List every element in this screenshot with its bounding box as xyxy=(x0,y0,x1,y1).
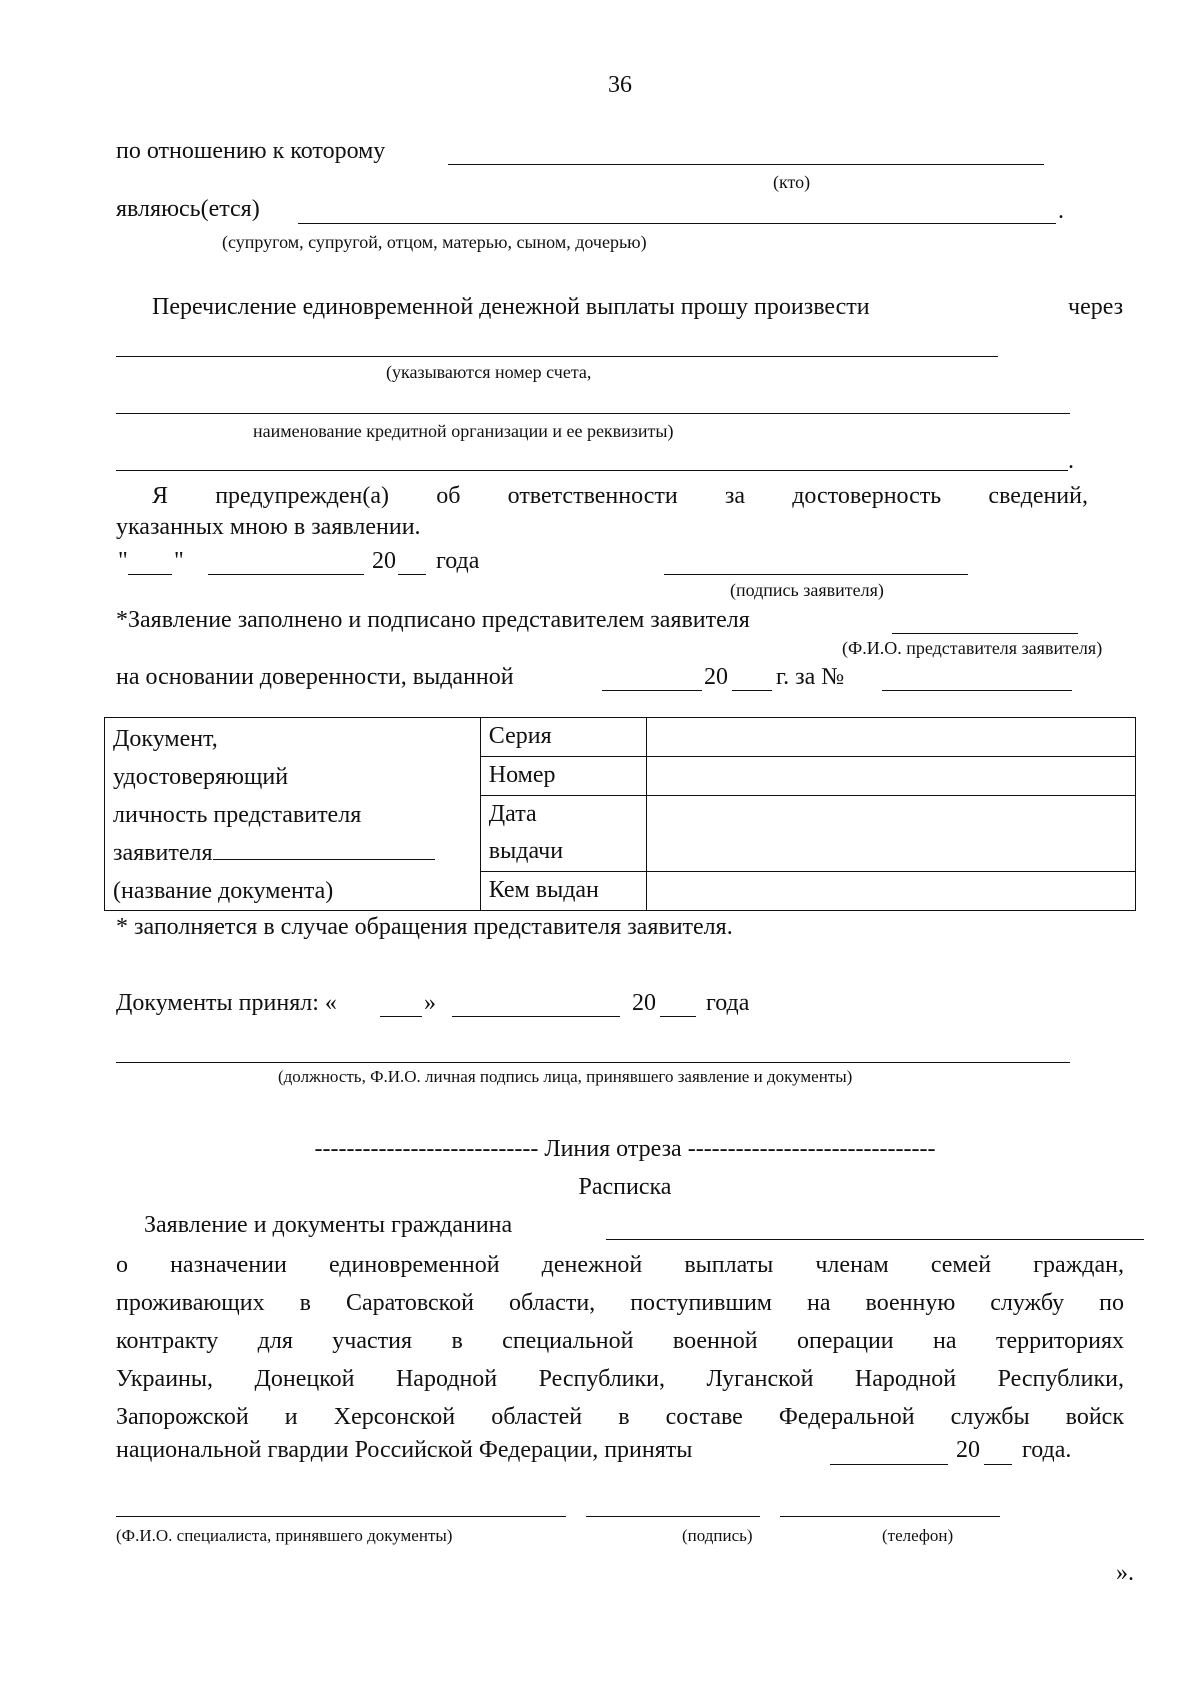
number-label: Номер xyxy=(480,757,646,796)
issue-date-label-1: Дата xyxy=(488,801,537,828)
receipt-date-field[interactable] xyxy=(830,1464,948,1465)
accepted-year-word: года xyxy=(706,990,750,1016)
representative-text: *Заявление заполнено и подписано представителем заявителя xyxy=(116,607,750,633)
specialist-phone-hint: (телефон) xyxy=(882,1526,954,1545)
id-doc-line-3: личность представителя xyxy=(113,802,362,828)
number-value-cell[interactable] xyxy=(646,757,1135,796)
warning-line-1: Я предупрежден(а) об ответственности за достоверность сведений, xyxy=(152,483,1088,509)
payment-via: через xyxy=(1068,294,1124,320)
date-year-prefix: 20 xyxy=(372,548,396,574)
account-field[interactable] xyxy=(116,356,998,357)
specialist-fio-field[interactable] xyxy=(116,1516,566,1517)
receipt-year-word: года. xyxy=(1022,1437,1072,1463)
relation-kind-field[interactable] xyxy=(298,223,1056,224)
issue-date-label-cell xyxy=(480,796,646,871)
representative-field[interactable] xyxy=(892,633,1078,634)
receipt-year-prefix: 20 xyxy=(956,1437,980,1463)
accepted-year-prefix: 20 xyxy=(632,990,656,1016)
signature-field[interactable] xyxy=(664,574,968,575)
payment-period: . xyxy=(1068,448,1074,474)
series-value-cell[interactable] xyxy=(646,718,1135,757)
citizen-name-field[interactable] xyxy=(606,1239,1144,1240)
issued-by-value-cell[interactable] xyxy=(646,871,1135,910)
page-number: 36 xyxy=(608,72,632,98)
relation-who-field[interactable] xyxy=(448,164,1044,165)
receipt-body-2: проживающих в Саратовской области, поступившим на военную службу по xyxy=(116,1290,1124,1316)
specialist-sign-hint: (подпись) xyxy=(682,1526,753,1545)
accepted-month-field[interactable] xyxy=(452,1016,620,1017)
date-quote-open: " xyxy=(118,548,128,574)
id-document-table xyxy=(104,717,1136,911)
document-name-field[interactable] xyxy=(213,835,435,860)
specialist-phone-field[interactable] xyxy=(780,1516,1000,1517)
receipt-body-6: национальной гвардии Российской Федерации, приняты xyxy=(116,1437,693,1463)
receipt-body-3: контракту для участия в специальной военной операции на территориях xyxy=(116,1328,1124,1354)
specialist-fio-hint: (Ф.И.О. специалиста, принявшего документы) xyxy=(116,1526,453,1545)
receipt-title: Расписка xyxy=(578,1174,672,1200)
date-year-word: года xyxy=(436,548,480,574)
poa-year-prefix: 20 xyxy=(704,664,728,690)
relation-period: . xyxy=(1058,198,1064,224)
account-hint: (указываются номер счета, xyxy=(386,362,592,382)
who-hint: (кто) xyxy=(773,172,811,192)
specialist-sign-field[interactable] xyxy=(586,1516,760,1517)
is-hint: (супругом, супругой, отцом, матерью, сыном, дочерью) xyxy=(222,232,647,252)
id-doc-line-5: (название документа) xyxy=(113,878,334,904)
poa-year-field[interactable] xyxy=(732,690,772,691)
id-doc-line-4: заявителя xyxy=(113,840,213,866)
relation-label: по отношению к которому xyxy=(116,138,386,164)
issued-by-label: Кем выдан xyxy=(480,871,646,910)
receipt-body-5: Запорожской и Херсонской областей в составе Федеральной службы войск xyxy=(116,1404,1124,1430)
id-doc-left-cell xyxy=(105,718,481,911)
accepted-quote-close: » xyxy=(424,990,436,1016)
receipt-first-line: Заявление и документы гражданина xyxy=(144,1212,513,1238)
warning-line-2: указанных мною в заявлении. xyxy=(116,514,421,540)
accepted-year-field[interactable] xyxy=(660,1016,696,1017)
bank-details-field[interactable] xyxy=(116,470,1068,471)
power-of-attorney-text: на основании доверенности, выданной xyxy=(116,664,514,690)
accepted-day-field[interactable] xyxy=(380,1016,422,1017)
is-label: являюсь(ется) xyxy=(116,196,260,222)
bank-field[interactable] xyxy=(116,413,1070,414)
bank-hint: наименование кредитной организации и ее реквизиты) xyxy=(253,421,674,441)
receipt-body-4: Украины, Донецкой Народной Республики, Луганской Народной Республики, xyxy=(116,1366,1124,1392)
signature-hint: (подпись заявителя) xyxy=(730,580,884,600)
poa-date-field[interactable] xyxy=(602,690,702,691)
series-label: Серия xyxy=(480,718,646,757)
date-quote-close: " xyxy=(174,548,184,574)
date-month-field[interactable] xyxy=(208,574,364,575)
payment-text: Перечисление единовременной денежной выплаты прошу произвести xyxy=(152,294,870,320)
accepted-hint: (должность, Ф.И.О. личная подпись лица, принявшего заявление и документы) xyxy=(278,1067,853,1086)
date-day-field[interactable] xyxy=(128,574,172,575)
issue-date-value-cell[interactable] xyxy=(646,796,1135,871)
cut-line: ---------------------------- Линия отреза ------------------------------- xyxy=(314,1136,936,1162)
poa-number-label: г. за № xyxy=(776,664,845,690)
poa-number-field[interactable] xyxy=(882,690,1072,691)
accepted-label: Документы принял: « xyxy=(116,990,337,1016)
id-doc-line-2: удостоверяющий xyxy=(113,764,289,790)
footnote: * заполняется в случае обращения представителя заявителя. xyxy=(116,914,733,940)
representative-hint: (Ф.И.О. представителя заявителя) xyxy=(842,638,1103,658)
date-year-field[interactable] xyxy=(398,574,426,575)
closing-quote: ». xyxy=(1116,1560,1134,1586)
receipt-year-field[interactable] xyxy=(984,1464,1012,1465)
receipt-body-1: о назначении единовременной денежной выплаты членам семей граждан, xyxy=(116,1252,1124,1278)
id-doc-line-1: Документ, xyxy=(113,726,218,752)
accepted-by-field[interactable] xyxy=(116,1062,1070,1063)
issue-date-label-2: выдачи xyxy=(488,838,564,865)
